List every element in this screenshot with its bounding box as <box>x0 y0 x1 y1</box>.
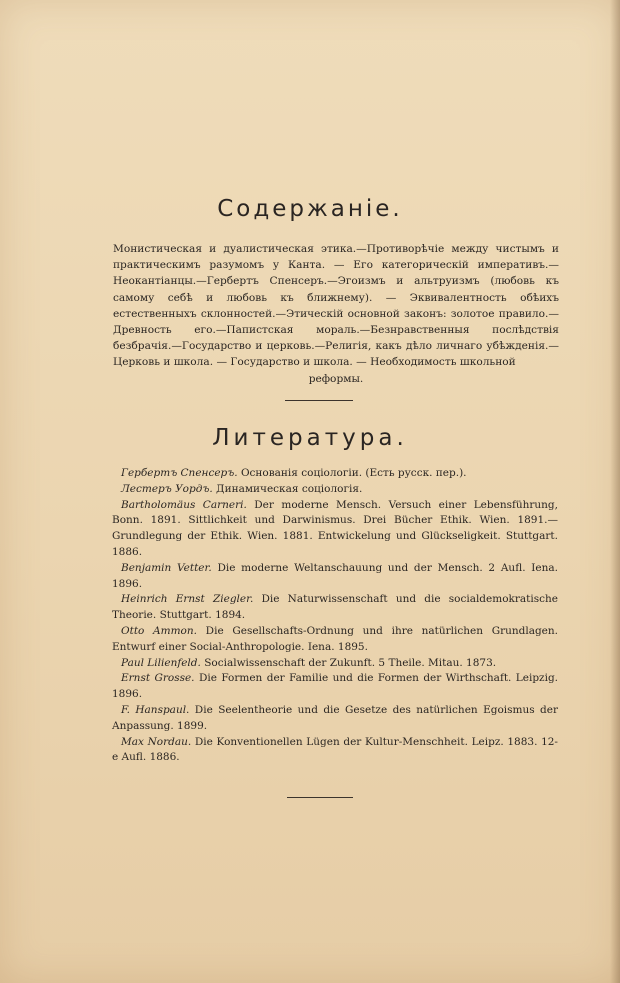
entry-author: F. Hanspaul. <box>121 703 190 716</box>
entry-author: Bartholomäus Carneri. <box>121 498 247 511</box>
entry-author: Max Nordau. <box>121 735 192 748</box>
contents-title: Содержаніе. <box>217 196 403 222</box>
entry-text: Die Formen der Familie und die Formen der Wirthschaft. Leipzig. 1896. <box>112 672 559 701</box>
closing-divider <box>287 797 353 798</box>
entry-text: Der moderne Mensch. Versuch einer Lebensführung, Bonn. 1891. Sittlichkeit und Darwinismus. Drei Bücher Ethik. Wien. 1891.—Grundlegung der Ethik. Wien. 1881. Entwickelung und Glückseligkeit. Stuttgart. 1886. <box>112 498 558 558</box>
bibliography-entry <box>112 624 558 656</box>
entry-author: Benjamin Vetter. <box>121 561 212 574</box>
bibliography-entry <box>112 592 558 624</box>
bibliography-entry <box>112 482 558 498</box>
contents-summary <box>113 241 559 387</box>
entry-text: Die Gesellschafts-Ordnung und ihre natürlichen Grundlagen. Entwurf einer Social-Anthropologie. Iena. 1895. <box>112 624 558 653</box>
entry-text: Die Konventionellen Lügen der Kultur-Menschheit. Leipz. 1883. 12-e Aufl. 1886. <box>112 735 558 764</box>
entry-text: Die Seelentheorie und die Gesetze des natürlichen Egoismus der Anpassung. 1899. <box>112 703 558 732</box>
entry-author: Ernst Grosse. <box>121 672 195 685</box>
bibliography-entry <box>112 703 558 735</box>
entry-text: Die moderne Weltanschauung und der Mensch. 2 Aufl. Iena. 1896. <box>112 561 558 590</box>
entry-author: Лестеръ Уордъ. <box>121 482 213 495</box>
entry-author: Heinrich Ernst Ziegler. <box>121 593 254 606</box>
literature-title: Литература. <box>212 425 408 451</box>
contents-text-end: реформы. <box>308 372 364 385</box>
entry-author: Гербертъ Спенсеръ. <box>121 467 238 479</box>
bibliography-entry <box>112 671 558 703</box>
section-divider <box>285 400 353 401</box>
bibliography-entry <box>112 561 558 593</box>
bibliography-entry <box>112 735 558 767</box>
entry-text: Socialwissenschaft der Zukunft. 5 Theile. Mitau. 1873. <box>200 656 497 669</box>
contents-text: Монистическая и дуалистическая этика.—Противорѣчіе между чистымъ и практическимъ разумомъ у Канта. — Его категорическій императивъ.— Неокантіанцы.—Гербертъ Спенсеръ.—Эгоизмъ и альтруизмъ (любовь къ самому себѣ и любовь къ ближнему). — Эквивалентность обѣихъ естественныхъ склонностей.—Этическій основной законъ: золотое правило.— Древность его.—Папистская мораль.—Безнравственныя послѣдствія безбрачія.—Государство и церковь.—Религія, какъ дѣло личнаго убѣжденія.— Церковь и школа. — Государство и школа. — Необходимость школьной <box>113 243 559 369</box>
bibliography-list <box>112 466 558 766</box>
bibliography-entry <box>112 498 558 561</box>
entry-author: Paul Lilienfeld. <box>121 656 201 669</box>
entry-text: Основанія соціологіи. (Есть русск. пер.). <box>237 467 467 479</box>
bibliography-entry <box>112 656 558 672</box>
entry-text: Динамическая соціологія. <box>212 482 363 495</box>
entry-text: Die Naturwissenschaft und die socialdemokratische Theorie. Stuttgart. 1894. <box>112 593 558 622</box>
entry-author: Otto Ammon. <box>121 624 197 637</box>
bibliography-entry <box>112 466 558 482</box>
